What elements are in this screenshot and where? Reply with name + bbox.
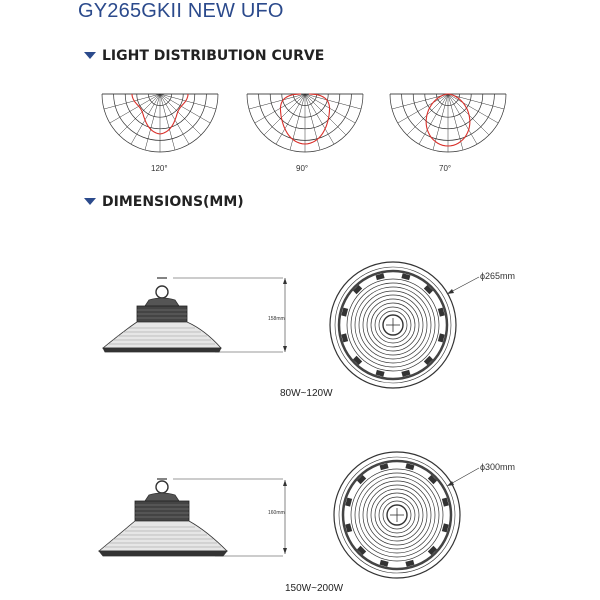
top-view-drawing	[328, 260, 458, 390]
wattage-label: 150W~200W	[285, 583, 344, 594]
polar-grid-spoke	[119, 94, 160, 135]
triangle-down-icon	[84, 52, 96, 59]
diameter-label: ϕ265mm	[480, 271, 516, 281]
section-heading-text: LIGHT DISTRIBUTION CURVE	[102, 48, 325, 64]
wattage-label: 80W~120W	[280, 388, 333, 399]
top-view-drawing	[332, 450, 462, 580]
side-view-drawing	[95, 465, 295, 565]
diameter-leader	[445, 272, 485, 302]
triangle-down-icon	[84, 198, 96, 205]
polar-grid-spoke	[110, 94, 160, 123]
height-arrow	[280, 478, 290, 558]
side-view-drawing	[95, 270, 295, 360]
polar-diagram-120	[100, 92, 220, 154]
polar-diagram-90	[245, 92, 365, 154]
polar-grid-spoke	[160, 94, 210, 123]
height-label: 160mm	[268, 510, 285, 516]
beam-angle-label: 90°	[296, 164, 309, 173]
polar-grid-spoke	[160, 94, 201, 135]
diameter-label: ϕ300mm	[480, 462, 516, 472]
height-label: 158mm	[268, 316, 285, 322]
section-heading-light-distribution	[84, 48, 324, 64]
page-title: GY265GKII NEW UFO	[78, 0, 284, 22]
polar-diagram-70	[388, 92, 508, 154]
section-heading-dimensions	[84, 194, 244, 210]
polar-grid-spoke	[448, 94, 498, 123]
polar-grid-spoke	[398, 94, 448, 123]
diameter-leader	[445, 462, 485, 492]
beam-angle-label: 70°	[439, 164, 452, 173]
section-heading-text: DIMENSIONS(MM)	[102, 194, 244, 210]
beam-angle-label: 120°	[151, 164, 168, 173]
